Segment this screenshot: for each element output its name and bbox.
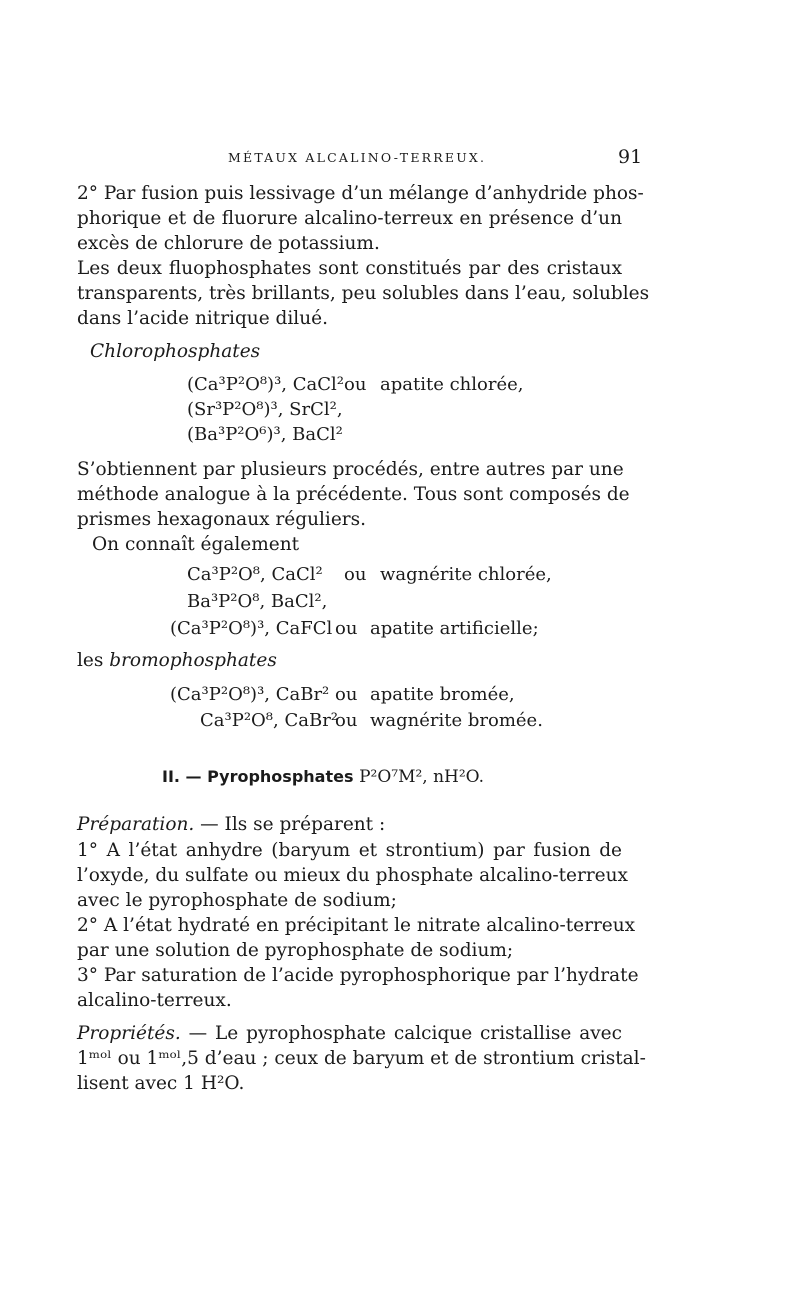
properties-lead (77, 1023, 622, 1045)
formula: (Ca³P²O⁸)³, CaCl² (187, 374, 344, 395)
section-heading-text: II. — Pyrophosphates (162, 767, 354, 786)
text-line: 2° A l’état hydraté en précipitant le nitrate alcalino-terreux (77, 915, 636, 936)
page-number: 91 (618, 146, 643, 168)
text-line: excès de chlorure de potassium. (77, 233, 380, 254)
mineral-name: apatite artificielle; (370, 618, 539, 639)
preparation-lead-text: — Ils se préparent : (194, 814, 386, 835)
ou-word: ou (344, 564, 367, 585)
intro-prefix: les (77, 650, 110, 671)
text-line: prismes hexagonaux réguliers. (77, 509, 366, 530)
formula: (Ba³P²O⁶)³, BaCl² (187, 424, 343, 445)
text-line: On connaît également (92, 534, 300, 555)
formula: Ca³P²O⁸, CaBr² (200, 710, 339, 731)
text-line: dans l’acide nitrique dilué. (77, 308, 328, 329)
text-line: méthode analogue à la précédente. Tous sont composés de (77, 484, 630, 505)
text-line: 3° Par saturation de l’acide pyrophosphorique par l’hydrate (77, 965, 639, 986)
text-line: 1ᵐᵒˡ ou 1ᵐᵒˡ,5 d’eau ; ceux de baryum et de strontium cristal- (77, 1048, 646, 1069)
preparation-label: Préparation. (77, 814, 195, 835)
mineral-name: wagnérite chlorée, (380, 564, 552, 585)
formula: Ca³P²O⁸, CaCl² (187, 564, 323, 585)
text-line: transparents, très brillants, peu solubles dans l’eau, solubles (77, 283, 650, 304)
mineral-name: apatite chlorée, (380, 374, 524, 395)
formula: (Sr³P²O⁸)³, SrCl², (187, 399, 343, 420)
section-title-chlorophosphates: Chlorophosphates (90, 341, 261, 362)
section-title-bromophosphates: bromophosphates (109, 650, 277, 671)
text-line: 1° A l’état anhydre (baryum et strontium) par fusion de (77, 840, 622, 861)
bromophosphates-intro (77, 650, 277, 672)
mineral-name: apatite bromée, (370, 684, 515, 705)
ou-word: ou (335, 710, 358, 731)
ou-word: ou (335, 618, 358, 639)
text-line: 2° Par fusion puis lessivage d’un mélange d’anhydride phos- (77, 183, 644, 204)
text-line: par une solution de pyrophosphate de sodium; (77, 940, 514, 961)
running-head: MÉTAUX ALCALINO-TERREUX. (228, 150, 487, 165)
section-heading-pyrophosphates (162, 767, 484, 787)
preparation-lead (77, 814, 385, 836)
ou-word: ou (344, 374, 367, 395)
page-header (0, 148, 800, 172)
formula: (Ca³P²O⁸)³, CaBr² (170, 684, 330, 705)
properties-label: Propriétés. (77, 1023, 181, 1044)
text-line: alcalino-terreux. (77, 990, 232, 1011)
text-line: avec le pyrophosphate de sodium; (77, 890, 397, 911)
formula: (Ca³P²O⁸)³, CaFCl (170, 618, 333, 639)
properties-lead-text: — Le pyrophosphate calcique cristallise avec (180, 1023, 622, 1044)
text-line: l’oxyde, du sulfate ou mieux du phosphate alcalino-terreux (77, 865, 628, 886)
ou-word: ou (335, 684, 358, 705)
section-heading-formula: P²O⁷M², nH²O. (359, 767, 485, 787)
text-line: phorique et de fluorure alcalino-terreux en présence d’un (77, 208, 622, 229)
text-line: S’obtiennent par plusieurs procédés, entre autres par une (77, 459, 624, 480)
text-line: lisent avec 1 H²O. (77, 1073, 245, 1094)
mineral-name: wagnérite bromée. (370, 710, 543, 731)
text-line: Les deux fluophosphates sont constitués par des cristaux (77, 258, 622, 279)
formula: Ba³P²O⁸, BaCl², (187, 591, 328, 612)
